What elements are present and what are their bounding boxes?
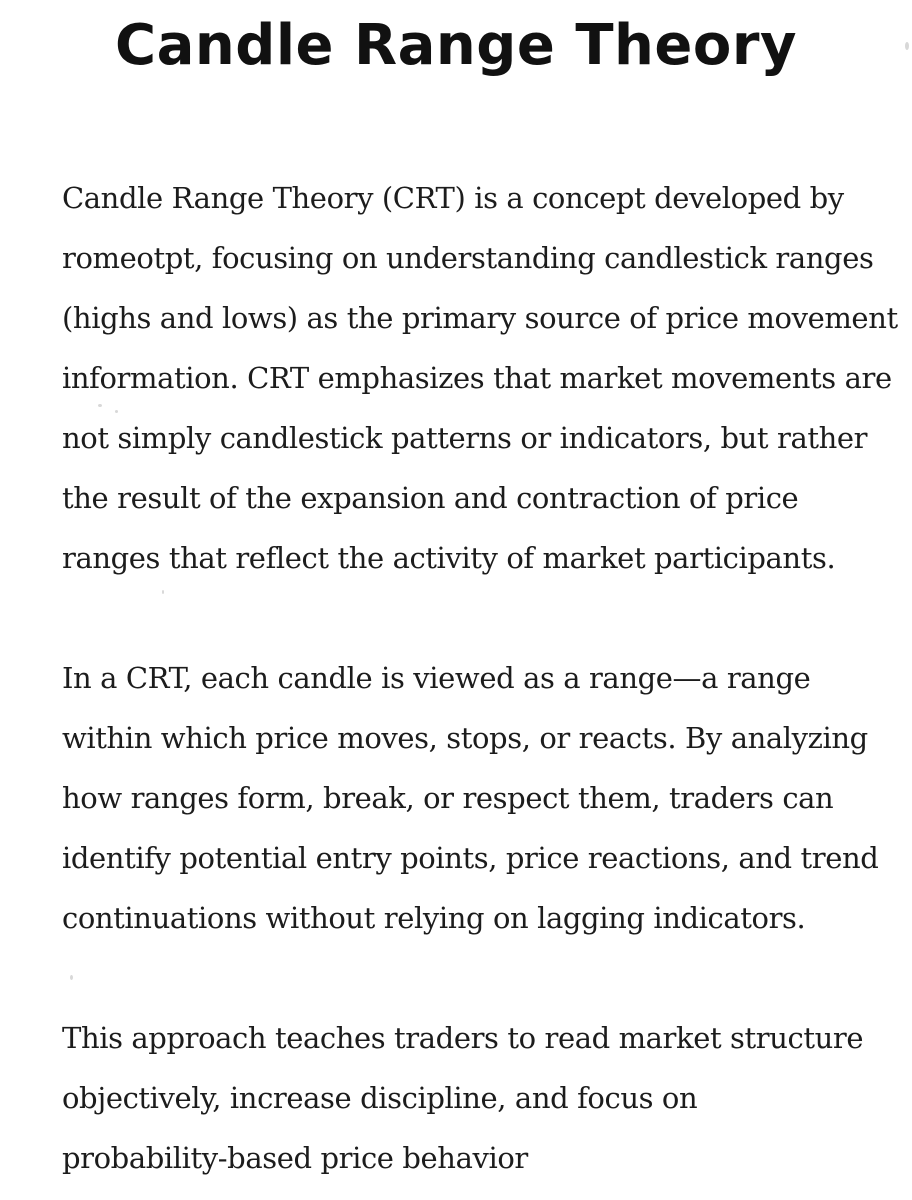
paragraph-3-line-1: This approach teaches traders to read market structure [62, 1021, 864, 1055]
paragraph-1-line-4: information. CRT emphasizes that market movements are [62, 361, 892, 395]
paragraph-1-line-6: the result of the expansion and contraction of price [62, 481, 799, 515]
paragraph-3-line-2: objectively, increase discipline, and focus on [62, 1081, 698, 1115]
scan-speck [115, 410, 118, 413]
paragraph-1-line-7: ranges that reflect the activity of market participants. [62, 541, 836, 575]
paragraph-2-line-2: within which price moves, stops, or reacts. By analyzing [62, 721, 868, 755]
paragraph-2-line-1: In a CRT, each candle is viewed as a range—a range [62, 661, 811, 695]
paragraph-1-line-5: not simply candlestick patterns or indicators, but rather [62, 421, 868, 455]
paragraph-2-line-3: how ranges form, break, or respect them, traders can [62, 781, 834, 815]
paragraph-1-line-3: (highs and lows) as the primary source of price movement [62, 301, 898, 335]
paragraph-1-line-2: romeotpt, focusing on understanding candlestick ranges [62, 241, 874, 275]
scan-speck [98, 404, 102, 407]
scan-speck [905, 42, 909, 50]
page-title: Candle Range Theory [115, 13, 797, 78]
paragraph-3-line-3: probability-based price behavior [62, 1141, 528, 1175]
scan-speck [162, 590, 164, 594]
scan-speck [70, 975, 73, 980]
paragraph-1-line-1: Candle Range Theory (CRT) is a concept developed by [62, 181, 844, 215]
paragraph-2-line-5: continuations without relying on lagging indicators. [62, 901, 806, 935]
paragraph-2-line-4: identify potential entry points, price reactions, and trend [62, 841, 879, 875]
